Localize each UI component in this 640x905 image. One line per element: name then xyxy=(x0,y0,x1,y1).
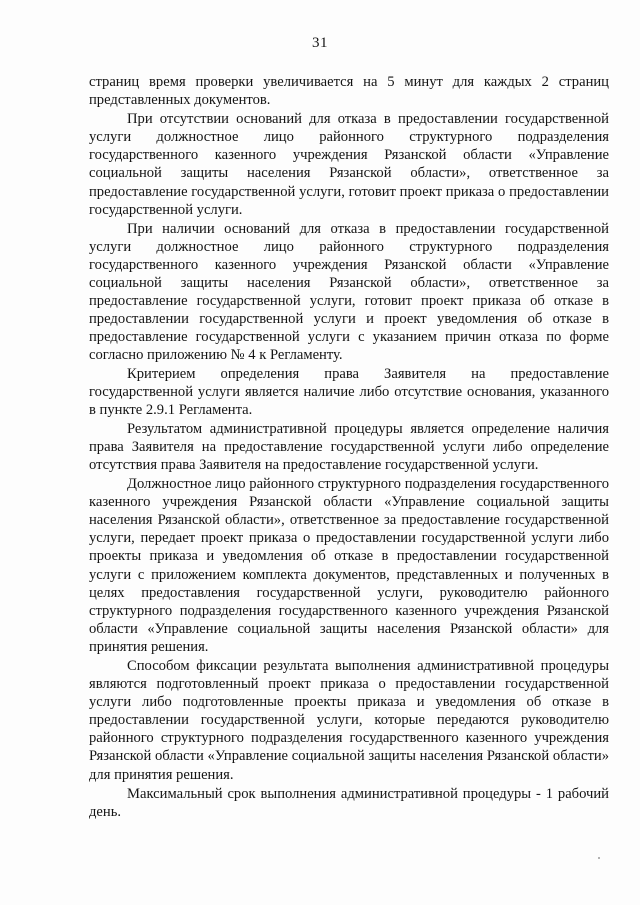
paragraph-continuation: страниц время проверки увеличивается на 5 минут для каждых 2 страниц представленных документов. xyxy=(89,74,609,109)
page-number: 31 xyxy=(312,35,328,51)
scan-speck xyxy=(598,857,600,859)
paragraph-no-refusal-grounds: При отсутствии оснований для отказа в предоставлении государственной услуги должностное лицо районного структурного подразделения государственного казенного учреждения Рязанской области «Управление социальной защиты населения Рязанской области», ответственное за предоставление государственной услуги, готовит проект приказа о предоставлении государственной услуги. xyxy=(89,111,609,218)
paragraph-criterion: Критерием определения права Заявителя на предоставление государственной услуги является наличие либо отсутствие основания, указанного в пункте 2.9.1 Регламента. xyxy=(89,365,609,418)
paragraph-max-duration: Максимальный срок выполнения административной процедуры - 1 рабочий день. xyxy=(89,785,609,820)
paragraph-fixation-method: Способом фиксации результата выполнения административной процедуры являются подготовленный проект приказа о предоставлении государственной услуги либо подготовленные проекты приказа и уведомления об отказе в предоставлении государственной услуги, которые передаются руководителю районного структурного подразделения государственного казенного учреждения Рязанской области «Управление социальной защиты населения Рязанской области» для принятия решения. xyxy=(89,658,609,783)
document-body xyxy=(89,73,609,821)
paragraph-refusal-grounds: При наличии оснований для отказа в предоставлении государственной услуги должностное лицо районного структурного подразделения государственного казенного учреждения Рязанской области «Управление социальной защиты населения Рязанской области», ответственное за предоставление государственной услуги, готовит проект приказа об отказе в предоставлении государственной услуги и проект уведомления об отказе в предоставление государственной услуги с указанием причин отказа по форме согласно приложению № 4 к Регламенту. xyxy=(89,220,609,364)
paragraph-result: Результатом административной процедуры является определение наличия права Заявителя на предоставление государственной услуги либо определение отсутствия права Заявителя на предоставление государственной услуги. xyxy=(89,420,609,473)
paragraph-official-transfer: Должностное лицо районного структурного подразделения государственного казенного учреждения Рязанской области «Управление социальной защиты населения Рязанской области», ответственное за предоставление государственной услуги, передает проект приказа о предоставлении государственной услуги либо проекты приказа и уведомления об отказе в предоставлении государственной услуги с приложением комплекта документов, представленных и полученных в целях предоставления государственной услуги, руководителю районного структурного подразделения государственного казенного учреждения Рязанской области «Управление социальной защиты населения Рязанской области» для принятия решения. xyxy=(89,476,609,655)
